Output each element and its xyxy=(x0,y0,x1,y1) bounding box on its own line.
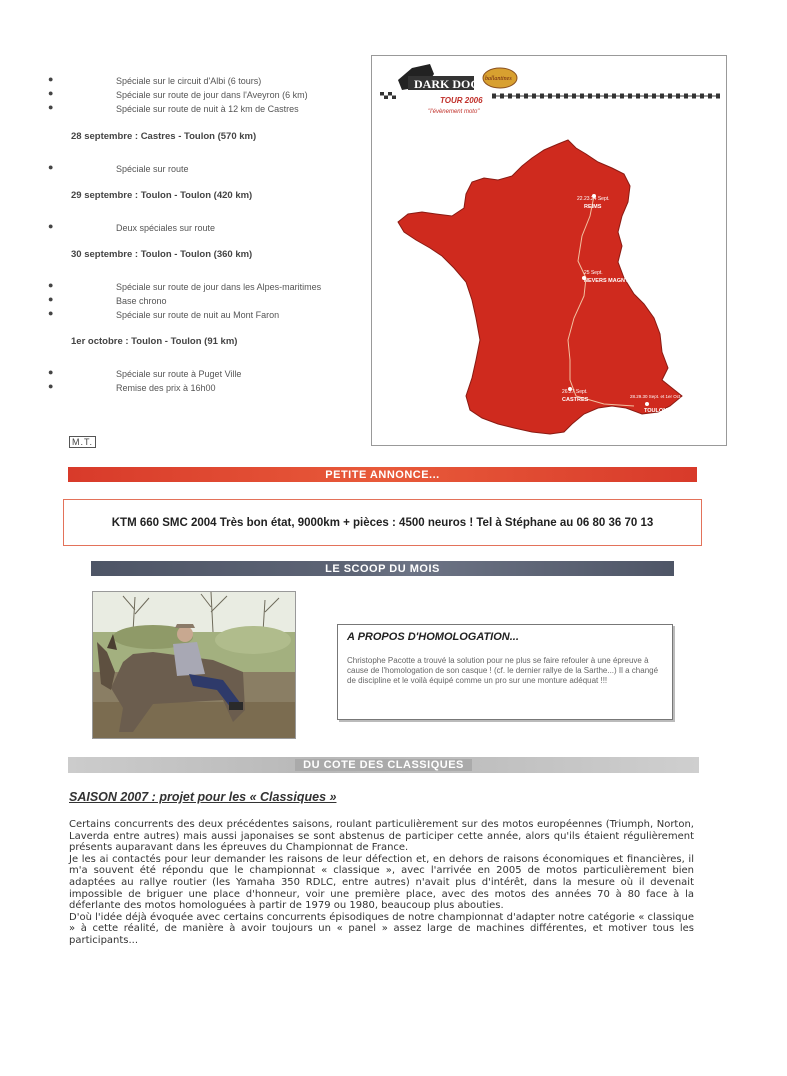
day-heading: 28 septembre : Castres - Toulon (570 km) xyxy=(71,131,257,142)
france-map-svg xyxy=(372,56,726,445)
schedule-item: Spéciale sur route de jour dans les Alpes-maritimes xyxy=(116,282,322,292)
place-name: REIMS xyxy=(584,204,602,210)
schedule-item: Spéciale sur route de nuit au Mont Faron xyxy=(116,310,280,320)
checkered-flag-icon xyxy=(380,92,720,99)
day-heading: 1er octobre : Toulon - Toulon (91 km) xyxy=(71,336,238,347)
classiques-banner-label: DU COTE DES CLASSIQUES xyxy=(295,759,472,771)
route-map xyxy=(371,55,727,446)
schedule-item: Spéciale sur route de jour dans l'Aveyron (6 km) xyxy=(116,90,308,100)
article-paragraph: D'où l'idée déjà évoquée avec certains concurrents épisodiques de notre championnat d'adapter notre catégorie « classique » à cette réalité, de manière à avoir toujours un « panel » assez large de machines différentes, et motiver tous les participants... xyxy=(69,911,694,946)
bullet-icon: ● xyxy=(48,308,54,318)
schedule-item: Base chrono xyxy=(116,296,167,306)
bullet-icon: ● xyxy=(48,280,54,290)
place-name: NEVERS MAGNY-COURS xyxy=(584,278,651,284)
article-paragraph: Certains concurrents des deux précédentes saisons, roulant particulièrement sur des motos européennes (Triumph, Norton, Laverda entre autres) mais aussi japonaises se sont abstenus de participer cette année, alors qu'ils étaient régulièrement présents auparavant dans les épreuves du Championnat de France. xyxy=(69,819,694,854)
logo-tour: TOUR 2006 xyxy=(440,96,483,105)
article-paragraph: Je les ai contactés pour leur demander les raisons de leur défection et, en dehors de raisons économiques et financières, il m'a souvent été répondu que le championnat « classique », avec l'arrivée en 2005 de motos particulièrement bien adaptées au rallye routier (les Yamaha 350 RDLC, entre autres) n'avait plus d'intérêt, dans la mesure où il devenait impossible de briguer une place d'honneur, voir une première place, avec des motos des années 70 à 80 face à la déferlante des motos homologuées à partir de 1979 ou 1980, beaucoup plus abouties. xyxy=(69,853,694,912)
france-outline xyxy=(398,140,682,434)
logo-main: DARK DOG xyxy=(414,77,480,91)
petite-annonce-banner: PETITE ANNONCE... xyxy=(68,467,697,482)
schedule-item: Spéciale sur le circuit d'Albi (6 tours) xyxy=(116,76,262,86)
donkey-photo xyxy=(92,591,296,739)
place-dates: 26.27 Sept. xyxy=(562,389,588,395)
schedule-item: Deux spéciales sur route xyxy=(116,223,216,233)
author-signature: M.T. xyxy=(69,436,96,448)
bullet-icon: ● xyxy=(48,381,54,391)
bullet-icon: ● xyxy=(48,88,54,98)
article-title: SAISON 2007 : projet pour les « Classiques » xyxy=(69,790,337,804)
place-name: TOULON xyxy=(644,408,668,414)
scoop-box-title: A PROPOS D'HOMOLOGATION... xyxy=(347,631,519,643)
place-name: CASTRES xyxy=(562,397,589,403)
scoop-box xyxy=(337,624,673,720)
schedule-item: Spéciale sur route de nuit à 12 km de Castres xyxy=(116,104,299,114)
day-heading: 30 septembre : Toulon - Toulon (360 km) xyxy=(71,249,253,260)
classiques-banner xyxy=(68,757,699,773)
scoop-box-text: Christophe Pacotte a trouvé la solution pour ne plus se faire refouler à une épreuve à cause de l'homologation de son casque ! (cf. le dernier rallye de la Sarthe...) Il a changé de discipline et le voilà équipé comme un pro sur une monture adéquat !!! xyxy=(347,656,659,685)
bullet-icon: ● xyxy=(48,102,54,112)
bullet-icon: ● xyxy=(48,294,54,304)
annonce-text: KTM 660 SMC 2004 Très bon état, 9000km + pièces : 4500 neuros ! Tel à Stéphane au 06 80 36 70 13 xyxy=(111,516,654,529)
article-body xyxy=(69,819,694,947)
place-dates: 22.23.24 Sept. xyxy=(577,196,610,202)
schedule-item: Spéciale sur route xyxy=(116,164,189,174)
day-heading: 29 septembre : Toulon - Toulon (420 km) xyxy=(71,190,253,201)
place-dates: 25 Sept. xyxy=(584,270,603,276)
scoop-banner: LE SCOOP DU MOIS xyxy=(91,561,674,576)
place-dates: 28.29.30 Sept. et 1er Oct. xyxy=(630,394,682,399)
schedule-item: Remise des prix à 16h00 xyxy=(116,383,216,393)
bullet-icon: ● xyxy=(48,162,54,172)
bullet-icon: ● xyxy=(48,74,54,84)
petite-annonce-box xyxy=(63,499,702,546)
bullet-icon: ● xyxy=(48,221,54,231)
dark-dog-logo xyxy=(398,64,517,115)
bullet-icon: ● xyxy=(48,367,54,377)
logo-tagline: "l'évènement moto" xyxy=(428,109,480,115)
logo-badge: ballantines xyxy=(485,76,512,82)
schedule-item: Spéciale sur route à Puget Ville xyxy=(116,369,242,379)
